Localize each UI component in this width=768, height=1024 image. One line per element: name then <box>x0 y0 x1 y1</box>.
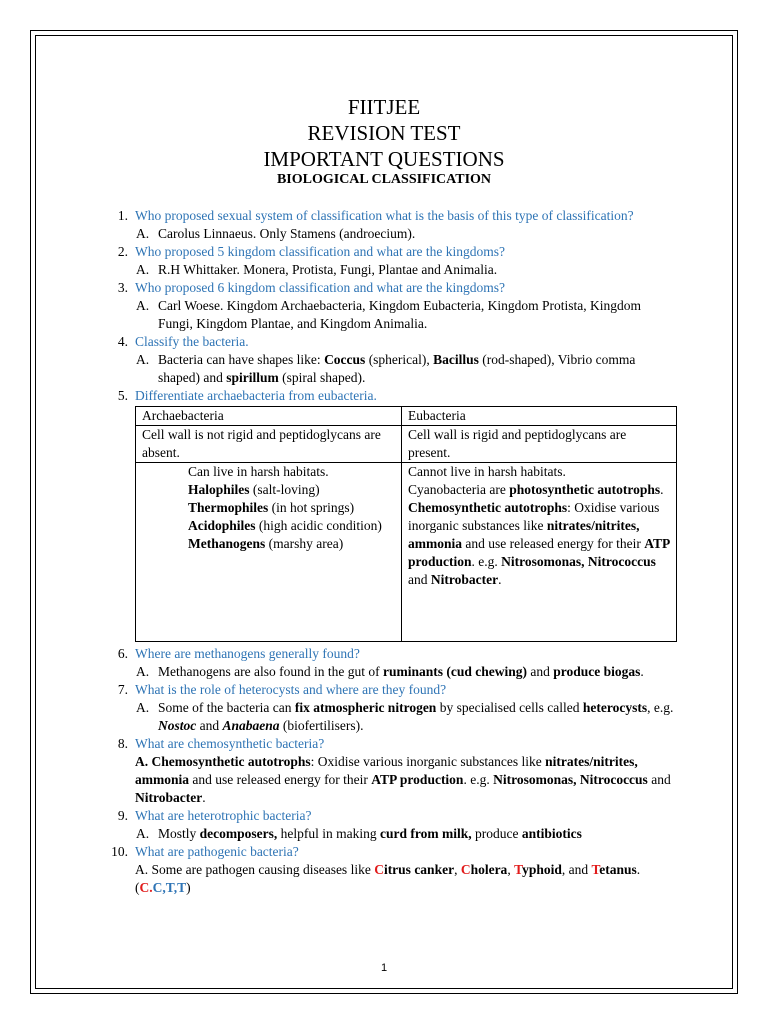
answer-text: (spiral shaped). <box>278 370 366 385</box>
answer-8 <box>106 753 676 807</box>
term-antibiotics: antibiotics <box>521 826 582 841</box>
question-10 <box>106 843 676 861</box>
answer-text: . <box>202 790 206 805</box>
term-acidophiles: Acidophiles <box>188 518 256 533</box>
question-text: What are heterotrophic bacteria? <box>135 808 312 823</box>
term-methanogens: Methanogens <box>188 536 266 551</box>
term-heterocysts: heterocysts <box>582 700 648 715</box>
question-number: 2. <box>117 244 128 259</box>
question-text: Who proposed sexual system of classification what is the basis of this type of classification? <box>135 208 634 223</box>
answer-10 <box>106 861 676 897</box>
question-text: What is the role of heterocysts and where are they found? <box>135 682 447 697</box>
term-nitrobacter: Nitrobacter <box>135 790 203 805</box>
term-typhoid: yphoid <box>522 862 562 877</box>
question-1 <box>106 207 676 225</box>
highlight-letter: T <box>591 862 600 877</box>
term-nitrosomonas: Nitrosomonas, Nitrococcus <box>493 772 648 787</box>
question-number: 9. <box>117 808 128 823</box>
highlight-letter: C <box>460 862 471 877</box>
table-header-archaebacteria: Archaebacteria <box>136 407 402 426</box>
cell-text: . <box>660 482 664 497</box>
answer-label: A. <box>136 352 150 367</box>
term-tetanus: etanus <box>599 862 637 877</box>
answer-text: , and <box>561 862 592 877</box>
table-row <box>136 426 677 463</box>
answer-text: , e.g. <box>647 700 674 715</box>
answer-4 <box>106 351 676 387</box>
cell-text: and use released energy for their <box>462 536 645 551</box>
cell-line: Cannot live in harsh habitats. <box>408 464 566 479</box>
term-nitrates: nitrates/nitrites, ammonia <box>408 518 640 551</box>
answer-label: A. <box>136 262 150 277</box>
answer-text: and <box>526 664 554 679</box>
cell-line <box>142 535 395 553</box>
question-list <box>106 207 676 897</box>
answer-text: Some of the bacteria can <box>158 700 295 715</box>
question-3 <box>106 279 676 297</box>
answer-text: and <box>196 718 223 733</box>
cell-text: (in hot springs) <box>268 500 355 515</box>
header-line-3: IMPORTANT QUESTIONS <box>263 147 505 171</box>
answer-text: (rod-shaped), Vibrio comma shaped) and <box>158 352 636 385</box>
term-atp-production: ATP production <box>371 772 464 787</box>
header-line-2: REVISION TEST <box>307 121 461 145</box>
answer-text: , <box>507 862 515 877</box>
term-citrus-canker: itrus canker <box>383 862 455 877</box>
term-cholera: holera <box>470 862 508 877</box>
answer-text: Carl Woese. Kingdom Archaebacteria, Kingdom Eubacteria, Kingdom Protista, Kingdom Fungi, Kingdom Plantae, and Kingdom Animalia. <box>158 298 642 331</box>
answer-label: A. <box>136 700 150 715</box>
table-cell <box>136 463 402 642</box>
term-coccus: Coccus <box>324 352 366 367</box>
term-nostoc: Nostoc <box>158 718 197 733</box>
answer-text: (biofertilisers). <box>279 718 364 733</box>
cell-line <box>142 499 395 517</box>
cell-text: (high acidic condition) <box>255 518 382 533</box>
cell-text: . e.g. <box>471 554 502 569</box>
mnemonic-blue: C,T,T <box>152 880 187 895</box>
page-number: 1 <box>380 962 388 974</box>
answer-text: . <box>640 664 644 679</box>
question-4 <box>106 333 676 351</box>
cell-text: Cyanobacteria are <box>408 482 510 497</box>
table-row <box>136 463 677 642</box>
answer-text: and <box>647 772 671 787</box>
highlight-letter: C <box>374 862 384 877</box>
term-photosynthetic-autotrophs: photosynthetic autotrophs <box>509 482 661 497</box>
question-text: Who proposed 5 kingdom classification and what are the kingdoms? <box>135 244 506 259</box>
question-2 <box>106 243 676 261</box>
question-8 <box>106 735 676 753</box>
answer-label: A. <box>136 226 150 241</box>
cell-line <box>408 481 670 499</box>
term-anabaena: Anabaena <box>222 718 280 733</box>
question-text: What are chemosynthetic bacteria? <box>135 736 325 751</box>
answer-text: Carolus Linnaeus. Only Stamens (androecium). <box>158 226 416 241</box>
document-subtitle: BIOLOGICAL CLASSIFICATION <box>276 172 492 187</box>
term-curd-from-milk: curd from milk, <box>380 826 472 841</box>
question-text: Who proposed 6 kingdom classification and what are the kingdoms? <box>135 280 506 295</box>
table-header-eubacteria: Eubacteria <box>402 407 677 426</box>
question-text: What are pathogenic bacteria? <box>135 844 299 859</box>
question-number: 3. <box>117 280 128 295</box>
answer-text: helpful in making <box>277 826 380 841</box>
answer-label: A. <box>136 664 150 679</box>
term-decomposers: decomposers, <box>199 826 278 841</box>
question-9 <box>106 807 676 825</box>
cell-text: (marshy area) <box>265 536 344 551</box>
question-number: 7. <box>117 682 128 697</box>
term-ruminants: ruminants (cud chewing) <box>382 664 527 679</box>
term-atp-production: ATP production <box>408 536 670 569</box>
cell-text: (salt-loving) <box>249 482 320 497</box>
comparison-table <box>135 406 677 642</box>
term-nitrosomonas: Nitrosomonas, Nitrococcus <box>501 554 656 569</box>
cell-text: : Oxidise various inorganic substances like <box>408 500 660 533</box>
answer-text: Bacteria can have shapes like: <box>158 352 325 367</box>
cell-line <box>142 481 395 499</box>
question-number: 6. <box>117 646 128 661</box>
answer-label: A. <box>136 298 150 313</box>
cell-text: and <box>408 572 431 587</box>
cell-line <box>408 499 670 589</box>
answer-9 <box>106 825 676 843</box>
answer-text: : Oxidise various inorganic substances like <box>310 754 546 769</box>
question-7 <box>106 681 676 699</box>
table-cell: Cell wall is rigid and peptidoglycans are present. <box>402 426 677 463</box>
answer-7 <box>106 699 676 735</box>
question-text: Classify the bacteria. <box>135 334 249 349</box>
document-header <box>0 94 768 188</box>
answer-text: . e.g. <box>463 772 494 787</box>
answer-text: Methanogens are also found in the gut of <box>158 664 383 679</box>
term-spirillum: spirillum <box>226 370 279 385</box>
question-number: 4. <box>117 334 128 349</box>
question-5 <box>106 387 676 405</box>
answer-text: , <box>454 862 461 877</box>
term-bacillus: Bacillus <box>433 352 479 367</box>
highlight-letter: T <box>514 862 523 877</box>
term-halophiles: Halophiles <box>188 482 250 497</box>
answer-text: (spherical), <box>365 352 434 367</box>
answer-2 <box>106 261 676 279</box>
answer-6 <box>106 663 676 681</box>
term-chemosynthetic-autotrophs: Chemosynthetic autotrophs <box>408 500 568 515</box>
answer-3 <box>106 297 676 333</box>
question-text: Differentiate archaebacteria from eubacteria. <box>135 388 377 403</box>
answer-label: A. <box>136 826 150 841</box>
mnemonic-red: C. <box>139 880 153 895</box>
term-nitrobacter: Nitrobacter <box>430 572 499 587</box>
answer-text: and use released energy for their <box>189 772 372 787</box>
question-number: 8. <box>117 736 128 751</box>
question-number: 1. <box>117 208 128 223</box>
table-cell: Cell wall is not rigid and peptidoglycans are absent. <box>136 426 402 463</box>
answer-text: Mostly <box>158 826 200 841</box>
answer-text: . ( <box>135 862 641 895</box>
answer-1 <box>106 225 676 243</box>
table-header-row <box>136 407 677 426</box>
term-biogas: produce biogas <box>553 664 641 679</box>
question-6 <box>106 645 676 663</box>
answer-text: R.H Whittaker. Monera, Protista, Fungi, Plantae and Animalia. <box>158 262 498 277</box>
term-chemosynthetic-autotrophs: A. Chemosynthetic autotrophs <box>135 754 311 769</box>
question-number: 5. <box>117 388 128 403</box>
term-nitrates: nitrates/nitrites, ammonia <box>135 754 638 787</box>
question-number: 10. <box>111 844 128 859</box>
cell-line <box>142 517 395 535</box>
cell-text: . <box>498 572 502 587</box>
header-line-1: FIITJEE <box>347 95 421 119</box>
term-thermophiles: Thermophiles <box>188 500 269 515</box>
term-fix-nitrogen: fix atmospheric nitrogen <box>294 700 437 715</box>
answer-text: by specialised cells called <box>436 700 583 715</box>
answer-text: ) <box>186 880 191 895</box>
table-cell <box>402 463 677 642</box>
cell-line: Can live in harsh habitats. <box>188 464 329 479</box>
answer-text: produce <box>471 826 522 841</box>
question-text: Where are methanogens generally found? <box>135 646 360 661</box>
answer-text: A. Some are pathogen causing diseases like <box>135 862 375 877</box>
